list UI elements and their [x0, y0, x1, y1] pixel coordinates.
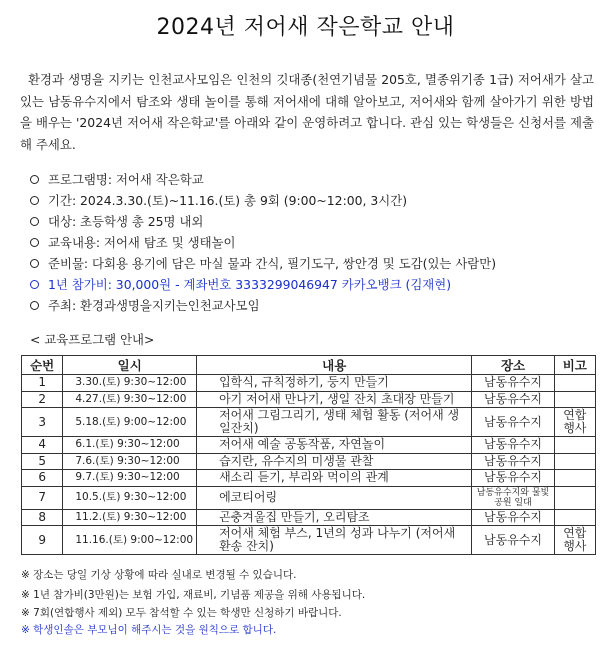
circle-bullet-icon — [30, 280, 39, 289]
table-row — [22, 408, 596, 437]
row-note — [554, 486, 595, 509]
row-date: 6.1.(토) 9:30~12:00 — [63, 437, 197, 454]
row-content: 아기 저어새 만나기, 생일 잔치 초대장 만들기 — [197, 391, 472, 408]
row-date: 11.16.(토) 9:00~12:00 — [63, 526, 197, 555]
row-place: 남동유수지 — [472, 408, 554, 437]
bullet-supplies: 준비물: 다회용 용기에 담은 마실 물과 간식, 필기도구, 쌍안경 및 도감(있는 사람만) — [30, 254, 590, 274]
circle-bullet-icon — [30, 238, 39, 247]
bullet-fee: 1년 참가비: 30,000원 - 계좌번호 3333299046947 카카오뱅크 (김재현) — [30, 275, 590, 295]
row-place: 남동유수지와 물빛공원 일대 — [472, 486, 554, 509]
row-note — [554, 453, 595, 470]
row-number: 3 — [22, 408, 63, 437]
bullet-content: 교육내용: 저어새 탐조 및 생태놀이 — [30, 233, 590, 253]
bullet-period: 기간: 2024.3.30.(토)~11.16.(토) 총 9회 (9:00~12:00, 3시간) — [30, 191, 590, 211]
row-place: 남동유수지 — [472, 509, 554, 526]
table-caption: < 교육프로그램 안내> — [30, 332, 155, 347]
row-content: 저어새 예술 공동작품, 자연놀이 — [197, 437, 472, 454]
row-note — [554, 509, 595, 526]
row-number: 8 — [22, 509, 63, 526]
row-place: 남동유수지 — [472, 391, 554, 408]
row-date: 7.6.(토) 9:30~12:00 — [63, 453, 197, 470]
row-content: 저어새 체험 부스, 1년의 성과 나누기 (저어새 환송 잔치) — [197, 526, 472, 555]
intro-paragraph: 환경과 생명을 지키는 인천교사모임은 인천의 깃대종(천연기념물 205호, 멸종위기종 1급) 저어새가 살고 있는 남동유수지에서 탐조와 생태 놀이를 통해 저어새에 대해 알아보고, 저어새와 함께 살아가기 위한 방법을 배우는 '2024년 저어새 작은학교'를 아래와 같이 운영하려고 합니다. 관심 있는 학생들은 신청서를 제출해 주세요. — [20, 72, 594, 152]
header-content: 내용 — [197, 356, 472, 375]
row-content: 습지란, 유수지의 미생물 관찰 — [197, 453, 472, 470]
row-date: 9.7.(토) 9:30~12:00 — [63, 470, 197, 487]
row-note — [554, 391, 595, 408]
header-number: 순번 — [22, 356, 63, 375]
row-place: 남동유수지 — [472, 470, 554, 487]
footnote-weather: ※ 장소는 당일 기상 상황에 따라 실내로 변경될 수 있습니다. — [21, 569, 297, 581]
table-row — [22, 470, 596, 487]
row-place: 남동유수지 — [472, 526, 554, 555]
row-note — [554, 437, 595, 454]
row-content: 저어새 그림그리기, 생태 체험 활동 (저어새 생일잔치) — [197, 408, 472, 437]
row-number: 5 — [22, 453, 63, 470]
page-title: 2024년 저어새 작은학교 안내 — [156, 15, 455, 40]
row-number: 9 — [22, 526, 63, 555]
row-content: 새소리 듣기, 부리와 먹이의 관계 — [197, 470, 472, 487]
table-header-row — [22, 356, 596, 375]
row-place: 남동유수지 — [472, 375, 554, 392]
program-table — [21, 355, 596, 555]
row-number: 6 — [22, 470, 63, 487]
table-row — [22, 526, 596, 555]
row-number: 7 — [22, 486, 63, 509]
table-row — [22, 453, 596, 470]
row-note — [554, 470, 595, 487]
row-date: 11.2.(토) 9:30~12:00 — [63, 509, 197, 526]
footnote-fee-usage: ※ 1년 참가비(3만원)는 보험 가입, 재료비, 기념품 제공을 위해 사용됩니다. — [21, 589, 366, 601]
row-number: 1 — [22, 375, 63, 392]
footnote-guardian: ※ 학생인솔은 부모님이 해주시는 것을 원칙으로 합니다. — [21, 624, 277, 636]
bullet-program-name: 프로그램명: 저어새 작은학교 — [30, 170, 590, 190]
row-place: 남동유수지 — [472, 453, 554, 470]
table-row — [22, 509, 596, 526]
row-date: 3.30.(토) 9:30~12:00 — [63, 375, 197, 392]
row-date: 4.27.(토) 9:30~12:00 — [63, 391, 197, 408]
row-content: 에코티어링 — [197, 486, 472, 509]
row-number: 4 — [22, 437, 63, 454]
circle-bullet-icon — [30, 301, 39, 310]
circle-bullet-icon — [30, 175, 39, 184]
table-row — [22, 391, 596, 408]
row-place: 남동유수지 — [472, 437, 554, 454]
header-note: 비고 — [554, 356, 595, 375]
circle-bullet-icon — [30, 217, 39, 226]
row-note: 연합행사 — [554, 526, 595, 555]
circle-bullet-icon — [30, 259, 39, 268]
table-row — [22, 486, 596, 509]
row-number: 2 — [22, 391, 63, 408]
bullet-target: 대상: 초등학생 총 25명 내외 — [30, 212, 590, 232]
circle-bullet-icon — [30, 196, 39, 205]
row-date: 5.18.(토) 9:00~12:00 — [63, 408, 197, 437]
table-row — [22, 437, 596, 454]
table-row — [22, 375, 596, 392]
row-note — [554, 375, 595, 392]
row-content: 입학식, 규칙정하기, 둥지 만들기 — [197, 375, 472, 392]
footnote-attendance: ※ 7회(연합행사 제외) 모두 참석할 수 있는 학생만 신청하기 바랍니다. — [21, 607, 342, 619]
header-date: 일시 — [63, 356, 197, 375]
row-date: 10.5.(토) 9:30~12:00 — [63, 486, 197, 509]
row-note: 연합행사 — [554, 408, 595, 437]
bullet-host: 주최: 환경과생명을지키는인천교사모임 — [30, 296, 590, 316]
row-content: 곤충겨울집 만들기, 오리탐조 — [197, 509, 472, 526]
header-place: 장소 — [472, 356, 554, 375]
